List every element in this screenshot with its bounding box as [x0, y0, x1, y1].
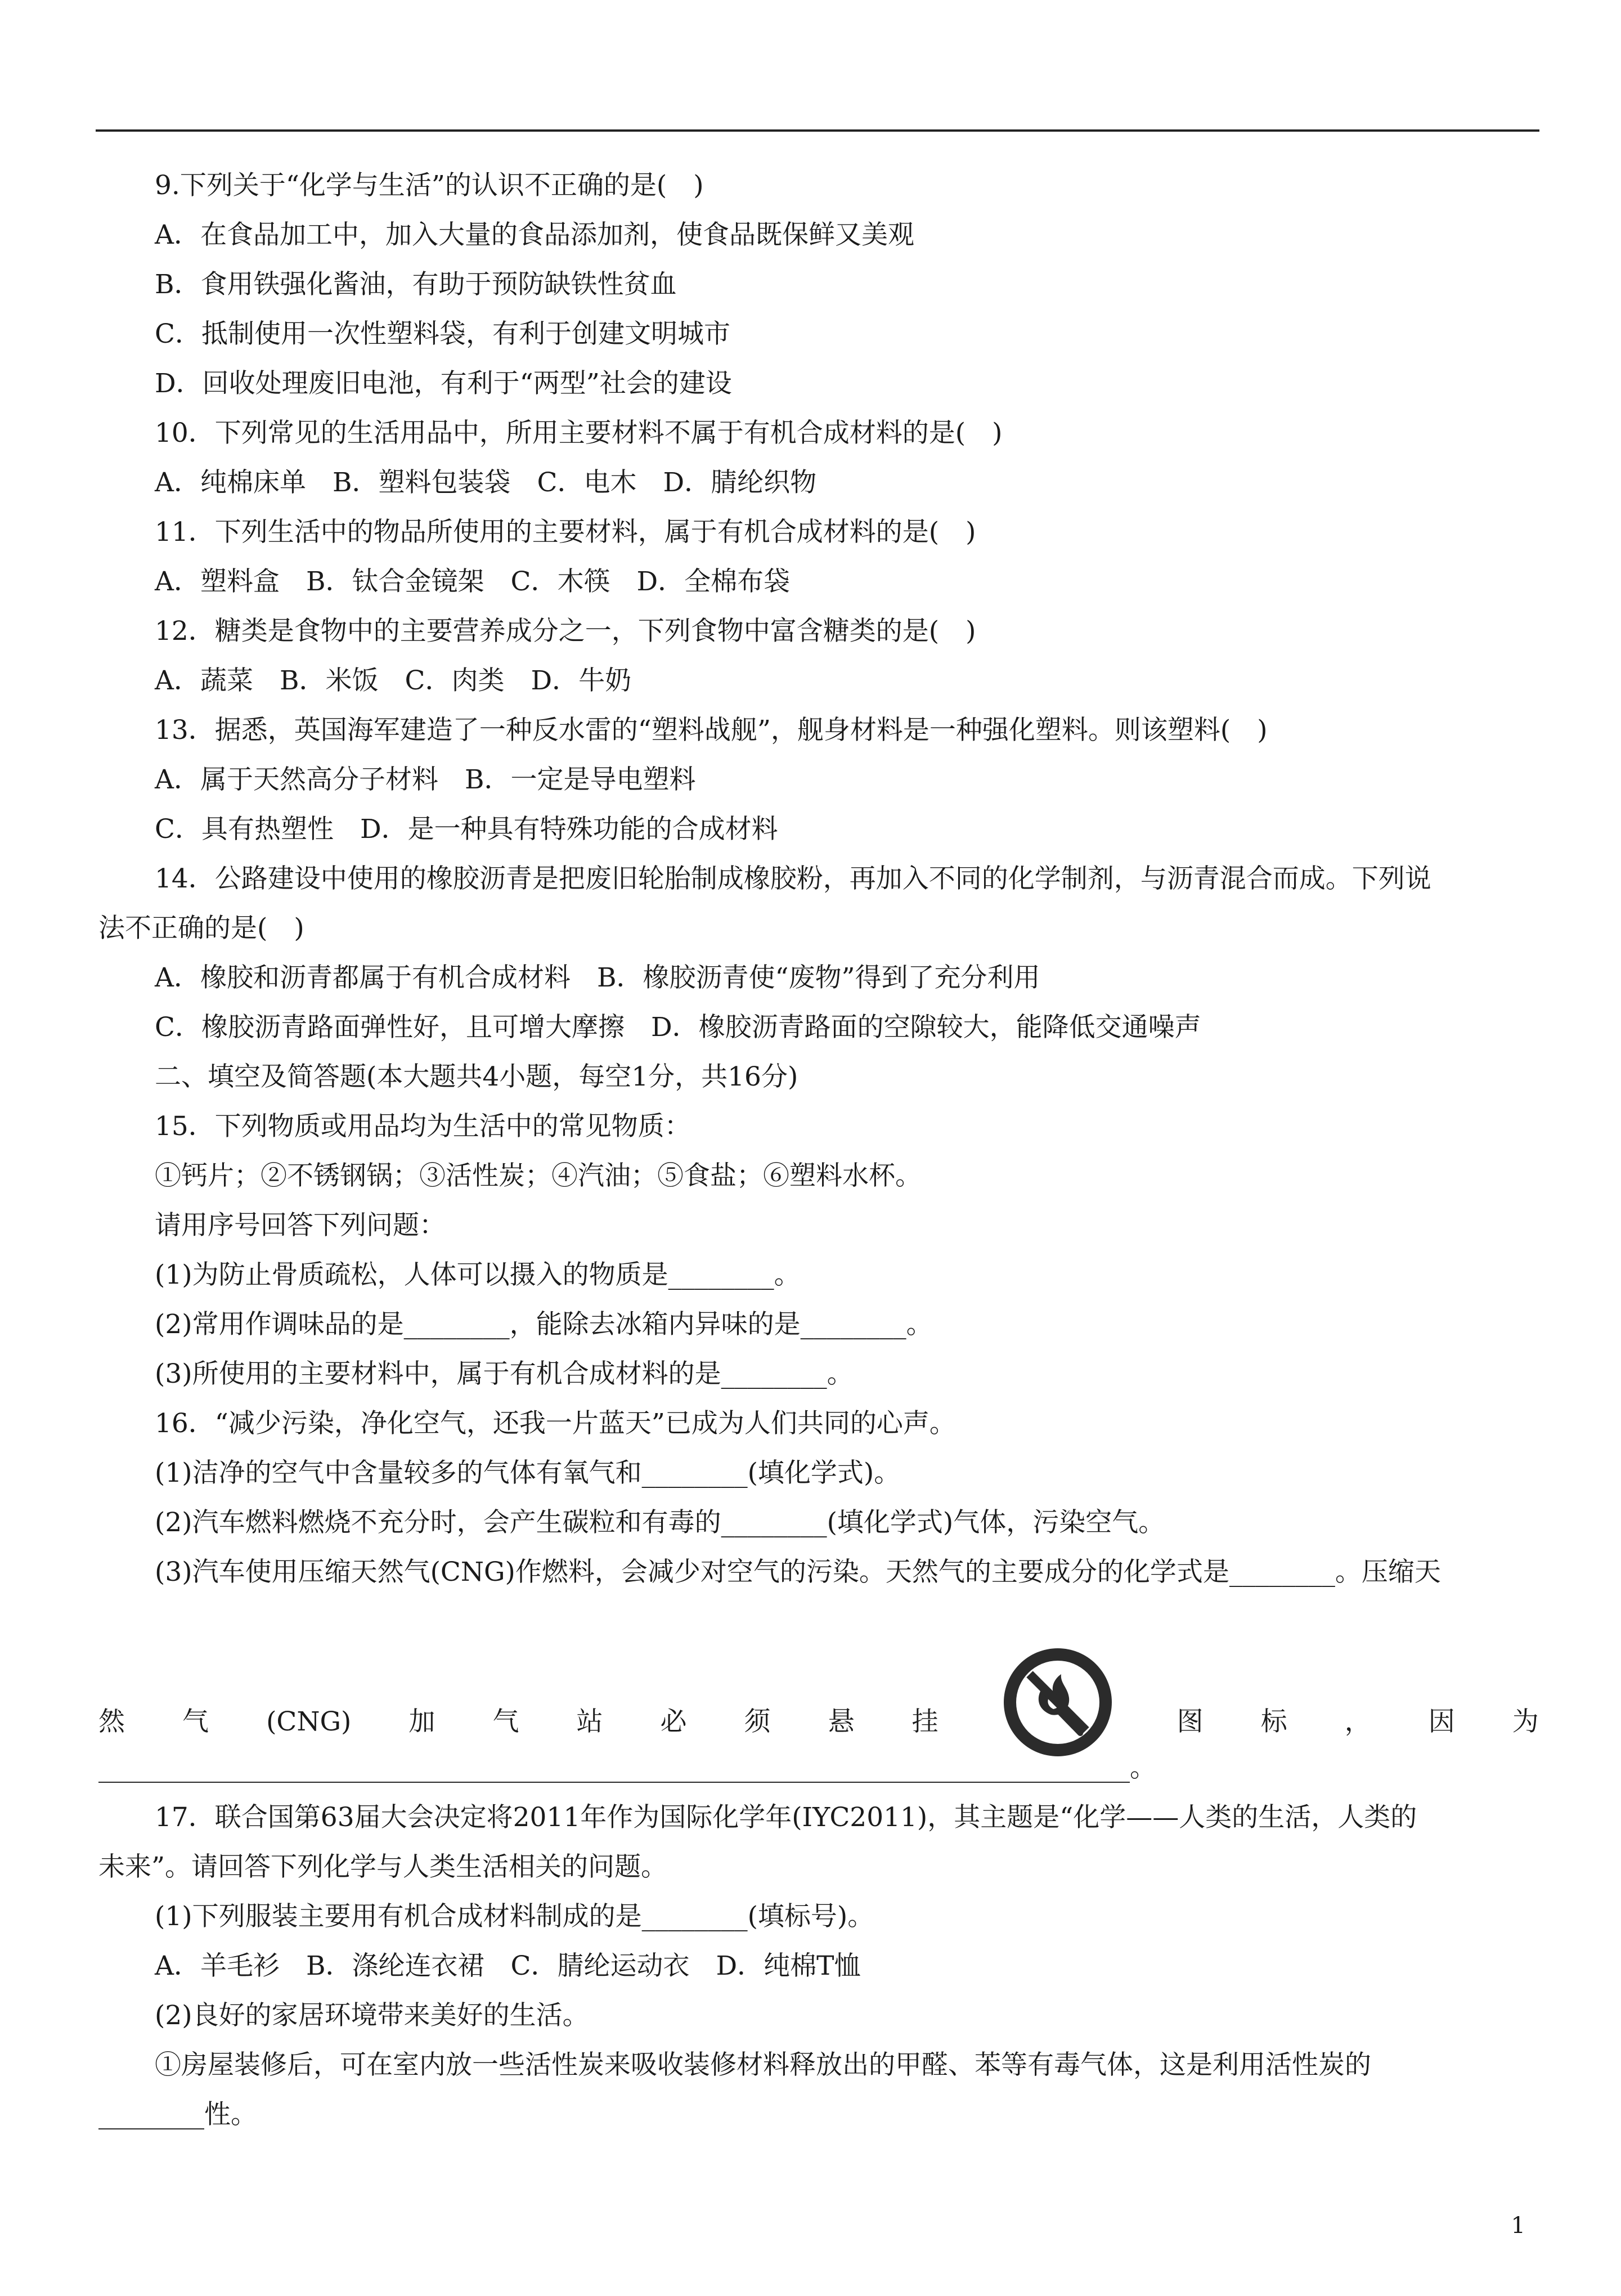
page-number: 1 [1511, 2213, 1525, 2239]
spread-word: 挂 [911, 1706, 939, 1737]
q17-part-2: (2)良好的家居环境带来美好的生活。 [155, 2000, 589, 2031]
q11-stem: 11．下列生活中的物品所使用的主要材料，属于有机合成材料的是( ) [155, 517, 976, 548]
spread-word: 为 [1512, 1706, 1539, 1737]
q13-options-ab: A．属于天然高分子材料 B．一定是导电塑料 [155, 764, 696, 795]
q16-part-1: (1)洁净的空气中含量较多的气体有氧气和________(填化学式)。 [155, 1458, 901, 1488]
q10-stem: 10．下列常见的生活用品中，所用主要材料不属于有机合成材料的是( ) [155, 418, 1003, 449]
q15-instruction: 请用序号回答下列问题： [155, 1210, 446, 1241]
q15-part-1: (1)为防止骨质疏松，人体可以摄入的物质是________。 [155, 1259, 801, 1290]
spread-word: ， [1344, 1706, 1371, 1737]
q9-stem: 9.下列关于“化学与生活”的认识不正确的是( ) [155, 170, 704, 201]
spread-word: 图 [1177, 1706, 1204, 1737]
spread-word: 然 [98, 1706, 125, 1737]
header-rule [96, 129, 1539, 132]
spread-word: 必 [660, 1706, 687, 1737]
q17-part-1-options: A．羊毛衫 B．涤纶连衣裙 C．腈纶运动衣 D．纯棉T恤 [155, 1950, 861, 1981]
q17-part-2-item-1-blank: ________性。 [98, 2099, 257, 2130]
q16-part-2: (2)汽车燃料燃烧不充分时，会产生碳粒和有毒的________(填化学式)气体，污染空气。 [155, 1507, 1165, 1538]
q15-part-3: (3)所使用的主要材料中，属于有机合成材料的是________。 [155, 1358, 854, 1389]
q17-part-1: (1)下列服装主要用有机合成材料制成的是________(填标号)。 [155, 1901, 874, 1932]
q16-part-3: (3)汽车使用压缩天然气(CNG)作燃料，会减少对空气的污染。天然气的主要成分的化学式是________。压缩天 [155, 1557, 1441, 1588]
q13-options-cd: C．具有热塑性 D．是一种具有特殊功能的合成材料 [155, 814, 778, 845]
q14-options-cd: C．橡胶沥青路面弹性好，且可增大摩擦 D．橡胶沥青路面的空隙较大，能降低交通噪声 [155, 1012, 1201, 1043]
spread-word: 气 [492, 1706, 519, 1737]
q10-options: A．纯棉床单 B．塑料包装袋 C．电木 D．腈纶织物 [155, 467, 817, 498]
q12-stem: 12．糖类是食物中的主要营养成分之一，下列食物中富含糖类的是( ) [155, 616, 976, 647]
no-fire-sign-icon [1002, 1646, 1114, 1759]
q9-option-c: C．抵制使用一次性塑料袋，有利于创建文明城市 [155, 319, 730, 349]
q17-stem-line1: 17．联合国第63届大会决定将2011年作为国际化学年(IYC2011)，其主题是“化学——人类的生活，人类的 [155, 1802, 1417, 1833]
q16-answer-blank: ______________________________________________________________________________。 [98, 1752, 1156, 1783]
q16-part-3-continuation [98, 1685, 1539, 1759]
q15-material-list: ①钙片；②不锈钢锅；③活性炭；④汽油；⑤食盐；⑥塑料水杯。 [155, 1160, 922, 1191]
q15-stem: 15．下列物质或用品均为生活中的常见物质： [155, 1111, 691, 1142]
section-2-heading: 二、填空及简答题(本大题共4小题，每空1分，共16分) [155, 1061, 798, 1092]
spread-word: (CNG) [266, 1706, 352, 1737]
q12-options: A．蔬菜 B．米饭 C．肉类 D．牛奶 [155, 665, 632, 696]
q14-stem-line1: 14．公路建设中使用的橡胶沥青是把废旧轮胎制成橡胶粉，再加入不同的化学制剂，与沥青混合而成。下列说 [155, 863, 1431, 894]
q14-options-ab: A．橡胶和沥青都属于有机合成材料 B．橡胶沥青使“废物”得到了充分利用 [155, 962, 1040, 993]
q16-stem: 16．“减少污染，净化空气，还我一片蓝天”已成为人们共同的心声。 [155, 1408, 956, 1439]
q9-option-a: A．在食品加工中，加入大量的食品添加剂，使食品既保鲜又美观 [155, 219, 914, 250]
q17-part-2-item-1: ①房屋装修后，可在室内放一些活性炭来吸收装修材料释放出的甲醛、苯等有毒气体，这是利用活性炭的 [155, 2050, 1371, 2080]
spread-word: 加 [408, 1706, 435, 1737]
q13-stem: 13．据悉，英国海军建造了一种反水雷的“塑料战舰”，舰身材料是一种强化塑料。则该塑料( ) [155, 715, 1268, 746]
spread-word: 站 [576, 1706, 603, 1737]
q9-option-d: D．回收处理废旧电池，有利于“两型”社会的建设 [155, 368, 732, 399]
spread-word: 气 [182, 1706, 209, 1737]
q9-option-b: B．食用铁强化酱油，有助于预防缺铁性贫血 [155, 269, 677, 300]
q15-part-2: (2)常用作调味品的是________，能除去冰箱内异味的是________。 [155, 1309, 933, 1340]
q17-stem-line2: 未来”。请回答下列化学与人类生活相关的问题。 [98, 1851, 668, 1882]
q11-options: A．塑料盒 B．钛合金镜架 C．木筷 D．全棉布袋 [155, 566, 791, 597]
spread-word: 因 [1428, 1706, 1455, 1737]
spread-word: 标 [1260, 1706, 1287, 1737]
q14-stem-line2: 法不正确的是( ) [98, 913, 304, 944]
spread-word: 悬 [828, 1706, 855, 1737]
spread-word: 须 [744, 1706, 771, 1737]
